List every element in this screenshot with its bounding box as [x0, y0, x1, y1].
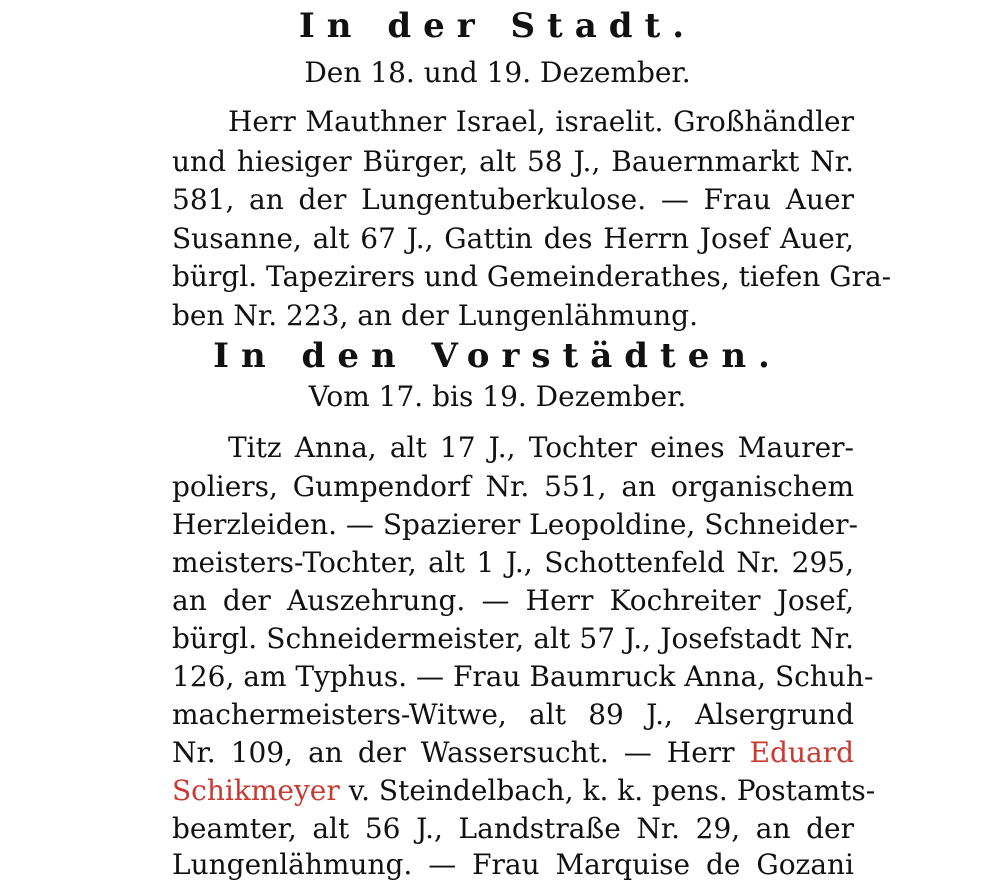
text-line: an der Auszehrung. — Herr Kochreiter Josef, — [172, 584, 854, 617]
text-line — [172, 733, 854, 773]
text-line: bürgl. Tapezirers und Gemeinderathes, tiefen Gra- — [172, 260, 892, 293]
text-line: ben Nr. 223, an der Lungenlähmung. — [172, 299, 698, 332]
section-heading-city: In der Stadt. — [298, 6, 697, 46]
text-line: meisters-Tochter, alt 1 J., Schottenfeld Nr. 295, — [172, 546, 854, 579]
text-line — [172, 771, 876, 811]
text-line: machermeisters-Witwe, alt 89 J., Alsergrund — [172, 698, 854, 731]
text-line: Herzleiden. — Spazierer Leopoldine, Schneider- — [172, 508, 858, 541]
section-date-city: Den 18. und 19. Dezember. — [304, 56, 691, 89]
text-line: beamter, alt 56 J., Landstraße Nr. 29, an der — [172, 812, 854, 845]
text-span: Nr. 109, an der Wassersucht. — Herr — [172, 736, 750, 769]
section-date-suburbs: Vom 17. bis 19. Dezember. — [308, 380, 687, 413]
highlighted-name: Eduard — [749, 736, 854, 769]
text-line: Lungenlähmung. — Frau Marquise de Gozani — [172, 848, 854, 881]
text-line: Susanne, alt 67 J., Gattin des Herrn Josef Auer, — [172, 222, 854, 255]
text-line: 126, am Typhus. — Frau Baumruck Anna, Schuh- — [172, 660, 874, 693]
text-line: bürgl. Schneidermeister, alt 57 J., Josefstadt Nr. — [172, 622, 854, 655]
text-span: v. Steindelbach, k. k. pens. Postamts- — [339, 774, 876, 807]
highlighted-name: Schikmeyer — [172, 774, 340, 807]
text-line: poliers, Gumpendorf Nr. 551, an organischem — [172, 470, 854, 503]
text-line: Titz Anna, alt 17 J., Tochter eines Maurer- — [228, 431, 854, 464]
section-heading-suburbs: In den Vorstädten. — [213, 336, 782, 376]
text-line: und hiesiger Bürger, alt 58 J., Bauernmarkt Nr. — [172, 145, 854, 178]
text-line: Herr Mauthner Israel, israelit. Großhändler — [228, 105, 854, 138]
text-line: 581, an der Lungentuberkulose. — Frau Auer — [172, 183, 854, 216]
